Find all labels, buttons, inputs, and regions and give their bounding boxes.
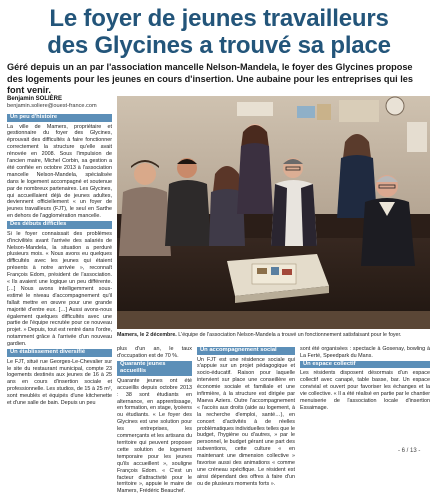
author-email[interactable]: benjamin.soliere@ouest-france.com <box>7 103 97 109</box>
column-3 <box>197 346 295 489</box>
column-2 <box>117 346 192 496</box>
paragraph-difficult-start: Si le foyer connaissait des problèmes d'incivilités avant l'arrivée des salariés de Nelson-Mandela, la situation a perduré plusieurs mois. « Nous avons eu quelques difficultés avec les jeunes qui étaient présents à notre arrivée », reconnaît François Edom, président de l'association. « Ils avaient une logique un peu différente. […] Nous avons intelligemment sous-estimé le niveau d'accompagnement qu'il fallait mettre en œuvre pour une grande majorité d'entre eux. […] Aussi avons-nous également quelques difficultés avec une partie de l'équipe recrutée pour ce nouveau projet. » Depuis, tout est rentré dans l'ordre, notamment grâce à l'arrivée d'un nouveau gardien. <box>7 230 113 348</box>
section-header-forty-youth: Quarante jeunes accueillis <box>117 361 192 376</box>
paragraph-diversified: Le FJT, situé rue Georges-Le-Chevalier sur le site du restaurant municipal, compte 23 logements destinés aux jeunes de 16 à 25 ans en cours d'insertion sociale et professionnelle. Les studios, de 15 à 25 m², sont meublés et équipés d'une kitchenette et d'une salle de bain. Depuis un peu <box>7 358 112 407</box>
author-name: Benjamin SOLIÈRE <box>7 96 63 102</box>
column-4 <box>300 346 430 413</box>
page-number: - 6 / 13 - <box>398 448 421 454</box>
headline-line-1: Le foyer de jeunes travailleurs <box>49 5 389 32</box>
caption-text: L'équipe de l'association Nelson-Mandela a trouvé un fonctionnement satisfaisant pour le foyer. <box>178 332 402 338</box>
column-1 <box>7 113 112 408</box>
headline-line-2: des Glycines a trouvé sa place <box>47 32 391 59</box>
team-photo <box>117 96 430 329</box>
section-header-history: Un peu d'histoire <box>7 114 112 122</box>
paragraph-activities: sont été organisées : spectacle à Gosenay, bowling à La Ferté, Speedpark du Mans. <box>300 346 430 359</box>
paragraph-collective-space: Les résidents disposent désormais d'un espace collectif avec canapé, table basse, bar. Un espace convivial et ouvert pour favoriser les échanges et la vie collective. « Il a été réalisé en partie par le chantier menuiserie de l'association locale d'insertion Essaimage. <box>300 370 430 411</box>
section-header-diversified: Un établissement diversifié <box>7 349 112 357</box>
article-headline <box>7 5 431 59</box>
paragraph-forty-youth: Quarante jeunes ont été accueillis depuis octobre 2013 : 38 sont étudiants en alternance, en apprentissage, en formation, en stage, lycéens ou étudiants. « Le foyer des Glycines est une solution pour les entreprises, les commerçants et les artisans du territoire qui peuvent proposer cette solution de logement temporaire pour les jeunes qu'ils accueillent », souligne François Edom. « C'est un facteur d'attractivité pour le territoire », appuie le maire de Mamers, Frédéric Beauchef. <box>117 377 192 495</box>
caption-place: Mamers, le 2 décembre. <box>117 332 177 338</box>
section-header-difficult-start: Des débuts difficiles <box>7 221 112 229</box>
photo-caption <box>117 332 430 339</box>
section-header-social-support: Un accompagnement social <box>197 347 295 355</box>
paragraph-social-support: Un FJT est une résidence sociale qui s'appuie sur un projet pédagogique et socio-éducatif. Raison pour laquelle intervient sur place une conseillère en économie sociale et familiale et une infirmière, à la structure est dirigée par Maeva Aziers. Outre l'accompagnement « l'accès aux droits (aide au logement, à la recherche d'emploi, santé…), en concert d'activités à de réelles problématiques individuelles telles que le budget, l'hygiène ou d'autres, » par le personnel, le budget gérant une part des subventions, cette culture « en maintenant une dimension collective » favorise aussi des animations « comme une créneau spécifique. Le résident est ainsi dépendant des offres à faire d'un ou de plusieurs moments forts ». <box>197 356 295 487</box>
byline <box>7 96 117 110</box>
team-photo-illustration <box>117 96 430 329</box>
article-lede: Géré depuis un an par l'association mancelle Nelson-Mandela, le foyer des Glycines propose des logements pour les jeunes en cours d'insertion. Une aubaine pour les entreprises qui les font venir. <box>7 62 414 95</box>
paragraph-occupancy: plus d'un an, le taux d'occupation est de 70 %. <box>117 346 192 359</box>
section-header-collective-space: Un espace collectif <box>300 361 430 369</box>
paragraph-history: La ville de Mamers, propriétaire et gestionnaire du foyer des Glycines, éprouvait des difficultés à faire fonctionner correctement la structure qu'elle avait rénovée en 2008. Sous l'impulsion de l'ancien maire, Michel Corbin, sa gestion a été confiée en octobre 2013 à l'association mancelle Nelson-Mandela, spécialisée dans le logement accompagné et soutenue par de nombreux partenaires. Les Glycines, qui accueillaient déjà de jeunes adultes, deviennent officiellement « un foyer de jeunes travailleurs (FJT), le seul en Sarthe en dehors de l'agglomération mancelle. <box>7 123 112 220</box>
